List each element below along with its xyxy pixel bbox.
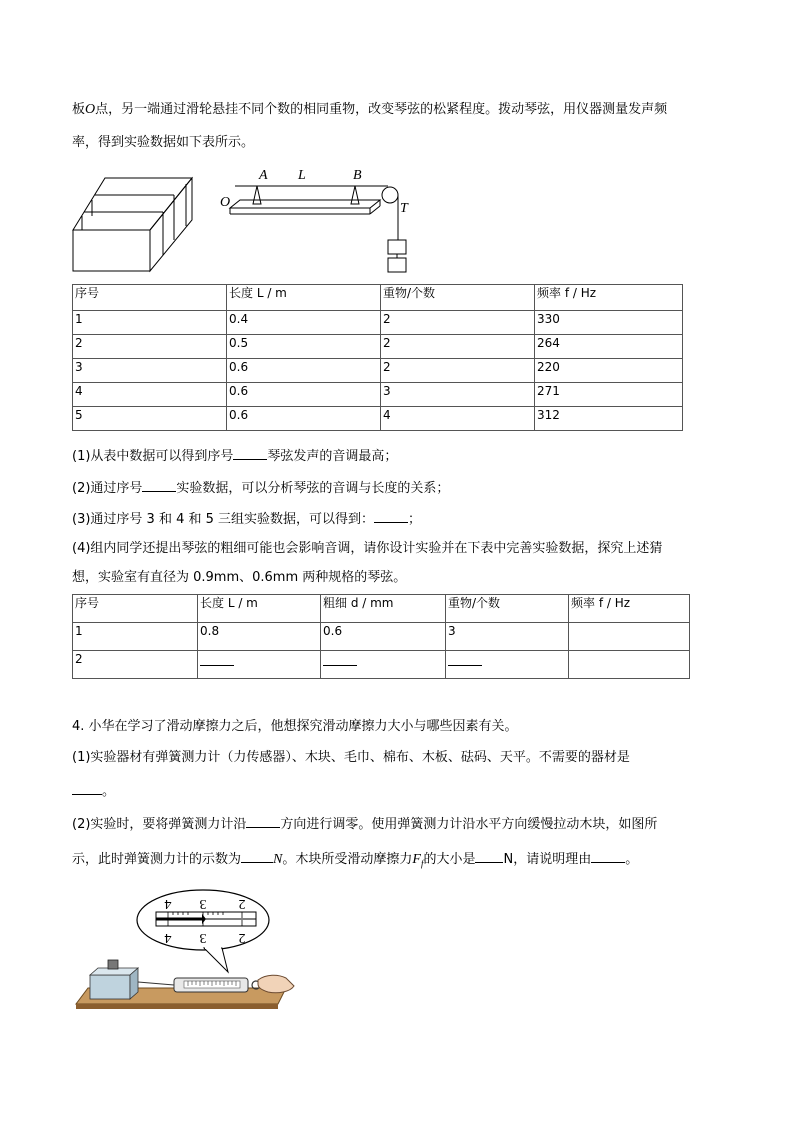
answer-blank[interactable] [233,445,267,460]
intro-line-1: 板O点，另一端通过滑轮悬挂不同个数的相同重物，改变琴弦的松紧程度。拨动琴弦，用仪器测量发声频 [72,102,668,117]
scale-label-bottom: 2 [238,930,246,945]
table-row: 4 0.6 3 271 [73,383,683,407]
table-header-row: 序号 长度 L / m 重物/个数 频率 f / Hz [73,285,683,311]
answer-blank[interactable] [374,508,408,523]
data-table-2 [72,594,690,679]
label-b: B [353,168,362,183]
problem-4-part-1-end: 。 [72,780,115,801]
scale-label-top: 3 [199,896,207,911]
hand-illustration [258,975,294,993]
label-a: A [259,168,268,183]
spring-scale [174,978,260,992]
answer-blank[interactable] [142,477,176,492]
question-3-3: (3)通过序号 3 和 4 和 5 三组实验数据，可以得到： ； [72,508,421,529]
label-l: L [298,168,306,183]
problem-4-part-2: (2)实验时，要将弹簧测力计沿 方向进行调零。使用弹簧测力计沿水平方向缓慢拉动木块，如图所 [72,813,657,834]
label-o: O [220,195,231,210]
question-3-2: (2)通过序号 实验数据，可以分析琴弦的音调与长度的关系； [72,477,449,498]
question-3-1: (1)从表中数据可以得到序号 琴弦发声的音调最高； [72,445,397,466]
answer-blank[interactable] [200,651,234,666]
scale-label-bottom: 3 [199,930,207,945]
string-board [230,186,406,272]
data-table-1 [72,284,683,431]
question-3-4-line-1: (4)组内同学还提出琴弦的粗细可能也会影响音调，请你设计实验并在下表中完善实验数据，探究上述猜 [72,541,663,556]
answer-blank[interactable] [323,651,357,666]
resonance-box-illustration [73,178,192,271]
scale-magnified-callout [137,890,269,972]
table-row: 1 0.8 0.6 3 [73,623,690,651]
label-t: T [400,201,408,216]
intro-line-2: 率，得到实验数据如下表所示。 [72,135,255,150]
answer-blank[interactable] [591,848,625,863]
spring-scale-figure [72,888,296,1016]
answer-blank[interactable] [475,848,503,863]
table-row: 1 0.4 2 330 [73,311,683,335]
answer-blank[interactable] [246,813,280,828]
problem-4-part-1: (1)实验器材有弹簧测力计（力传感器）、木块、毛巾、棉布、木板、砝码、天平。不需要的器材是 [72,750,630,765]
scale-label-top: 4 [164,896,172,911]
scale-label-bottom: 4 [164,930,172,945]
wooden-board-edge [76,1004,278,1009]
wooden-block [90,960,138,999]
weight-icon [108,960,118,969]
table-row: 2 [73,651,690,679]
answer-blank[interactable] [241,848,273,863]
string-apparatus-figure [70,164,420,276]
table-header-row: 序号 长度 L / m 粗细 d / mm 重物/个数 频率 f / Hz [73,595,690,623]
point-o-label: O [85,102,96,117]
table-row: 5 0.6 4 312 [73,407,683,431]
table-row: 2 0.5 2 264 [73,335,683,359]
problem-4-part-2-line-2: 示，此时弹簧测力计的示数为 N。木块所受滑动摩擦力$F_f$的大小是 N，请说明理由 。 [72,848,638,873]
table-row: 3 0.6 2 220 [73,359,683,383]
answer-blank[interactable] [72,780,102,795]
answer-blank[interactable] [448,651,482,666]
scale-label-top: 2 [238,896,246,911]
pull-string [138,982,174,985]
question-3-4-line-2: 想，实验室有直径为 0.9mm、0.6mm 两种规格的琴弦。 [72,570,407,585]
problem-4-title: 4. 小华在学习了滑动摩擦力之后，他想探究滑动摩擦力大小与哪些因素有关。 [72,719,518,734]
